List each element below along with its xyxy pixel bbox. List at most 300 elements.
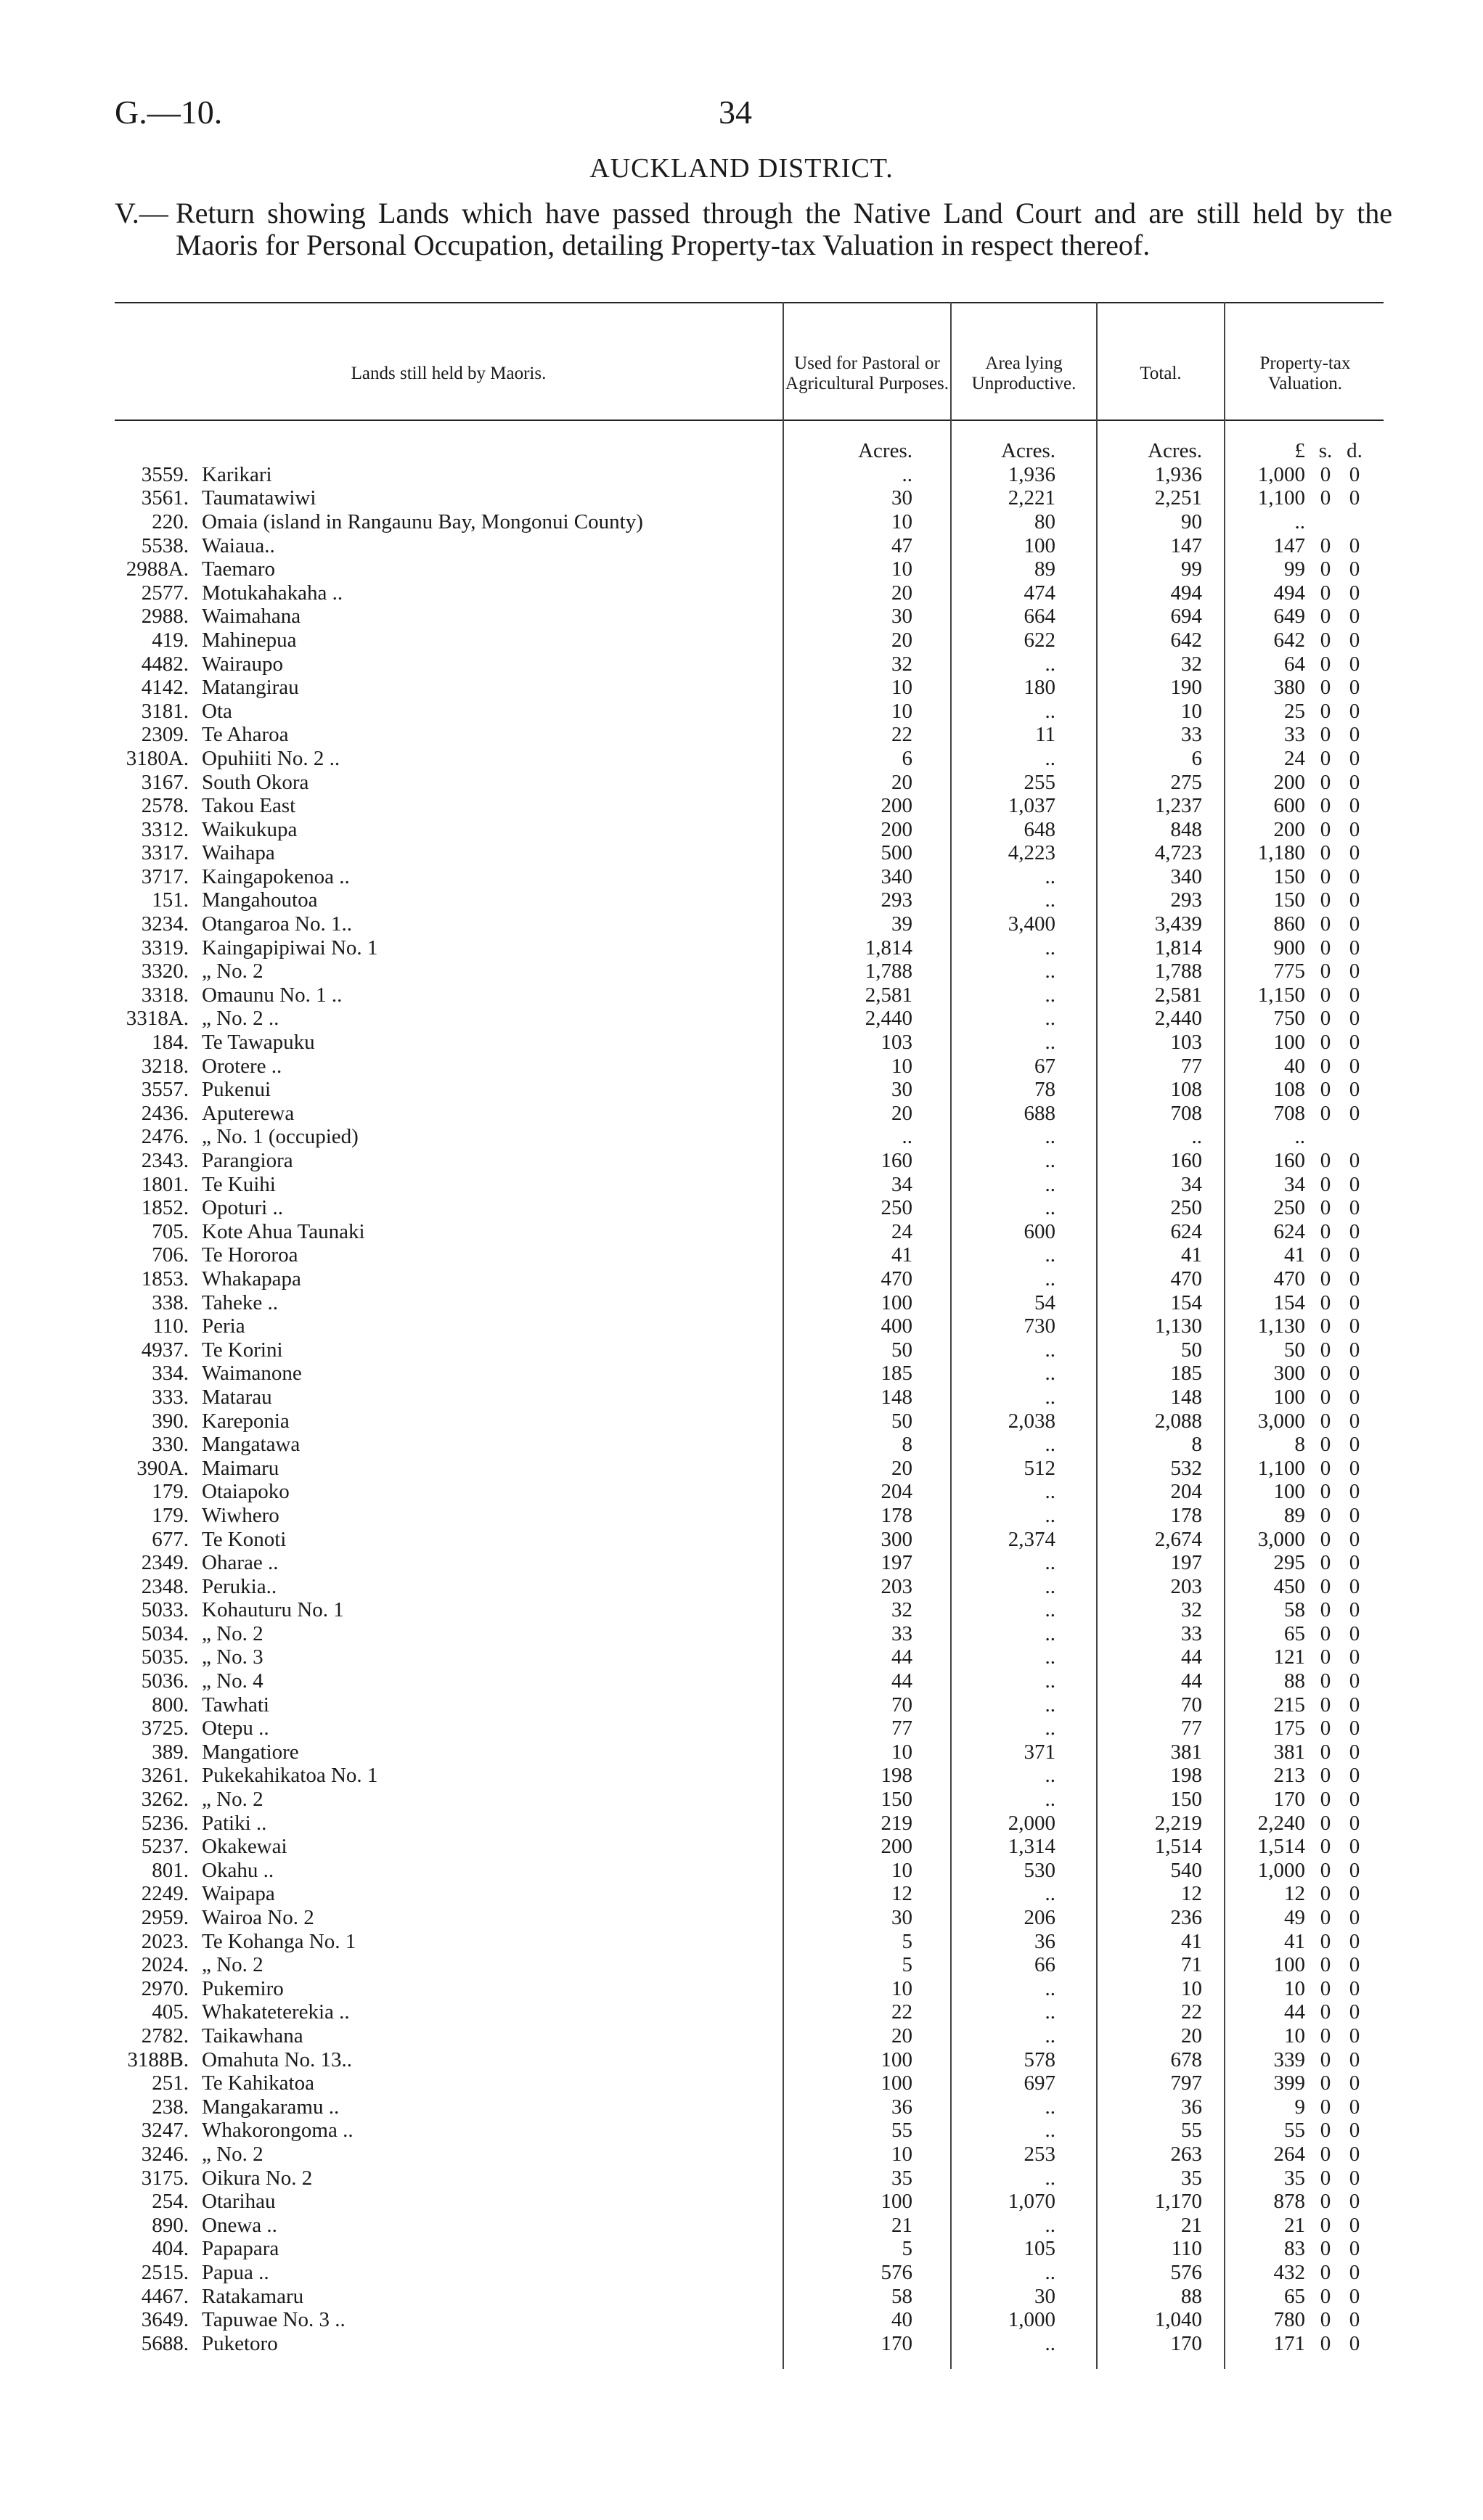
table-row: [115, 724, 1384, 748]
valuation-pounds: 154: [1273, 1290, 1305, 1314]
total-acres: 77: [1181, 1054, 1202, 1078]
valuation-pounds: 380: [1273, 676, 1305, 700]
valuation-shillings: 0: [1320, 1196, 1331, 1220]
used-acres: 170: [881, 2331, 912, 2355]
table-row: [115, 2214, 1384, 2238]
valuation-shillings: 0: [1320, 723, 1331, 747]
valuation-pounds: 250: [1273, 1196, 1305, 1220]
valuation-pence: 0: [1349, 676, 1360, 700]
block-number: 3167.: [141, 770, 189, 794]
valuation-pence: 0: [1349, 1219, 1360, 1243]
valuation-pounds: 100: [1273, 1953, 1305, 1977]
table-row: [115, 605, 1384, 629]
table-row: [115, 1764, 1384, 1788]
total-acres: 1,936: [1154, 462, 1202, 486]
unproductive-acres: 78: [1034, 1078, 1055, 1102]
total-acres: 236: [1170, 1906, 1202, 1930]
unit-pence: d.: [1347, 439, 1363, 462]
table-row: [115, 2119, 1384, 2143]
total-acres: 494: [1170, 581, 1202, 605]
valuation-pounds: ..: [1294, 510, 1305, 533]
table-row: [115, 2048, 1384, 2072]
valuation-pence: 0: [1349, 462, 1360, 486]
table-row: [115, 1504, 1384, 1528]
land-name: „ No. 2: [202, 1621, 263, 1645]
block-number: 705.: [152, 1219, 189, 1243]
valuation-pounds: 470: [1273, 1267, 1305, 1290]
used-acres: 30: [891, 486, 912, 510]
valuation-pence: 0: [1349, 1621, 1360, 1645]
used-acres: 200: [881, 817, 912, 841]
total-acres: 190: [1170, 676, 1202, 700]
table-row: [115, 1291, 1384, 1315]
valuation-pence: 0: [1349, 2284, 1360, 2308]
block-number: 5538.: [141, 533, 189, 557]
unproductive-acres: ..: [1045, 746, 1055, 770]
valuation-pence: 0: [1349, 581, 1360, 605]
land-name: Te Kuihi: [202, 1172, 276, 1196]
valuation-pence: 0: [1349, 770, 1360, 794]
used-acres: 55: [891, 2119, 912, 2143]
total-acres: 708: [1170, 1101, 1202, 1125]
land-name: Tawhati: [202, 1693, 269, 1717]
valuation-pounds: 399: [1273, 2071, 1305, 2095]
unproductive-acres: ..: [1045, 1788, 1055, 1812]
valuation-shillings: 0: [1320, 2166, 1331, 2190]
valuation-shillings: 0: [1320, 1811, 1331, 1835]
land-name: „ No. 2: [202, 1788, 263, 1812]
land-name: Omahuta No. 13..: [202, 2048, 352, 2071]
valuation-pounds: 780: [1273, 2308, 1305, 2332]
valuation-shillings: 0: [1320, 1007, 1331, 1031]
unproductive-acres: ..: [1045, 1598, 1055, 1622]
valuation-pounds: 432: [1273, 2260, 1305, 2284]
valuation-shillings: 0: [1320, 2331, 1331, 2355]
valuation-pence: 0: [1349, 605, 1360, 629]
valuation-pence: 0: [1349, 960, 1360, 983]
valuation-pounds: 108: [1273, 1078, 1305, 1102]
valuation-shillings: 0: [1320, 2048, 1331, 2071]
total-acres: 624: [1170, 1219, 1202, 1243]
land-name: Ota: [202, 699, 232, 723]
total-acres: 1,237: [1154, 794, 1202, 818]
unproductive-acres: ..: [1045, 1433, 1055, 1457]
unproductive-acres: 664: [1024, 605, 1055, 629]
used-acres: 50: [891, 1338, 912, 1362]
land-name: Opoturi ..: [202, 1196, 283, 1220]
table-row: [115, 1646, 1384, 1670]
block-number: 2782.: [141, 2024, 189, 2048]
land-name: „ No. 2 ..: [202, 1007, 279, 1031]
valuation-pounds: 649: [1273, 605, 1305, 629]
land-name: „ No. 2: [202, 960, 263, 983]
valuation-pence: 0: [1349, 817, 1360, 841]
unproductive-acres: ..: [1045, 2331, 1055, 2355]
land-name: Te Tawapuku: [202, 1031, 315, 1055]
valuation-pence: 0: [1349, 557, 1360, 581]
block-number: 390.: [152, 1409, 189, 1433]
valuation-pounds: 34: [1284, 1172, 1305, 1196]
valuation-pounds: 160: [1273, 1149, 1305, 1173]
unproductive-acres: ..: [1045, 1031, 1055, 1055]
used-acres: 200: [881, 794, 912, 818]
table-row: [115, 676, 1384, 700]
total-acres: 70: [1181, 1693, 1202, 1717]
valuation-pence: 0: [1349, 1740, 1360, 1764]
block-number: 3180A.: [126, 746, 189, 770]
valuation-shillings: 0: [1320, 1882, 1331, 1906]
table-row: [115, 1930, 1384, 1954]
block-number: 390A.: [136, 1456, 189, 1480]
unproductive-acres: 54: [1034, 1290, 1055, 1314]
land-name: Otangaroa No. 1..: [202, 912, 352, 936]
total-acres: 150: [1170, 1788, 1202, 1812]
table-row: [115, 1622, 1384, 1646]
table-row: [115, 936, 1384, 960]
valuation-pence: 0: [1349, 2000, 1360, 2024]
used-acres: 8: [902, 1433, 912, 1457]
valuation-pounds: 1,130: [1257, 1314, 1305, 1338]
valuation-shillings: 0: [1320, 2284, 1331, 2308]
block-number: 338.: [152, 1290, 189, 1314]
valuation-pence: 0: [1349, 1858, 1360, 1882]
land-name: Taikawhana: [202, 2024, 303, 2048]
valuation-pounds: 10: [1284, 2024, 1305, 2048]
valuation-pounds: 64: [1284, 652, 1305, 676]
valuation-pence: 0: [1349, 1172, 1360, 1196]
table-row: [115, 1551, 1384, 1575]
unproductive-acres: ..: [1045, 960, 1055, 983]
land-name: Matarau: [202, 1385, 272, 1409]
table-row: [115, 1599, 1384, 1623]
valuation-pounds: 65: [1284, 2284, 1305, 2308]
block-number: 2023.: [141, 1929, 189, 1953]
unproductive-acres: 1,936: [1008, 462, 1055, 486]
table-row: [115, 960, 1384, 983]
table-row: [115, 557, 1384, 581]
valuation-shillings: 0: [1320, 2000, 1331, 2024]
used-acres: 6: [902, 746, 912, 770]
used-acres: 204: [881, 1480, 912, 1504]
unproductive-acres: ..: [1045, 1882, 1055, 1906]
total-acres: 90: [1181, 510, 1202, 533]
valuation-pounds: 1,100: [1257, 1456, 1305, 1480]
total-acres: 198: [1170, 1764, 1202, 1788]
used-acres: 470: [881, 1267, 912, 1290]
total-acres: 44: [1181, 1669, 1202, 1693]
used-acres: 148: [881, 1385, 912, 1409]
used-acres: 20: [891, 1101, 912, 1125]
valuation-shillings: 0: [1320, 770, 1331, 794]
land-name: Taemaro: [202, 557, 276, 581]
valuation-pence: 0: [1349, 2142, 1360, 2166]
total-acres: 4,723: [1154, 841, 1202, 865]
block-number: 2436.: [141, 1101, 189, 1125]
land-name: Onewa ..: [202, 2213, 277, 2237]
table-row: [115, 1788, 1384, 1812]
valuation-pounds: 900: [1273, 936, 1305, 960]
valuation-pounds: 1,514: [1257, 1835, 1305, 1859]
total-acres: 1,514: [1154, 1835, 1202, 1859]
land-name: Ratakamaru: [202, 2284, 304, 2308]
document-code: G.—10.: [115, 94, 223, 131]
land-name: Te Konoti: [202, 1527, 287, 1551]
total-acres: 99: [1181, 557, 1202, 581]
used-acres: 100: [881, 2048, 912, 2071]
table-row: [115, 1338, 1384, 1362]
block-number: 254.: [152, 2190, 189, 2214]
total-acres: 55: [1181, 2119, 1202, 2143]
block-number: 2959.: [141, 1906, 189, 1930]
valuation-shillings: 0: [1320, 533, 1331, 557]
table-row: [115, 1717, 1384, 1740]
land-name: Waipapa: [202, 1882, 275, 1906]
land-name: Wairaupo: [202, 652, 284, 676]
block-number: 5034.: [141, 1621, 189, 1645]
block-number: 2970.: [141, 1976, 189, 2000]
total-acres: 170: [1170, 2331, 1202, 2355]
total-acres: 576: [1170, 2260, 1202, 2284]
valuation-shillings: 0: [1320, 1929, 1331, 1953]
used-acres: 100: [881, 2071, 912, 2095]
total-acres: 642: [1170, 628, 1202, 652]
valuation-shillings: 0: [1320, 1172, 1331, 1196]
block-number: 151.: [152, 888, 189, 912]
table-row: [115, 1835, 1384, 1859]
land-name: Whakorongoma ..: [202, 2119, 354, 2143]
used-acres: 5: [902, 2237, 912, 2261]
unproductive-acres: ..: [1045, 2000, 1055, 2024]
valuation-pence: 0: [1349, 533, 1360, 557]
valuation-pounds: 878: [1273, 2190, 1305, 2214]
unproductive-acres: ..: [1045, 1007, 1055, 1031]
valuation-pence: 0: [1349, 864, 1360, 888]
land-name: Waiaua..: [202, 533, 275, 557]
used-acres: 198: [881, 1764, 912, 1788]
block-number: 2988.: [141, 605, 189, 629]
table-row: [115, 1575, 1384, 1599]
block-number: 334.: [152, 1362, 189, 1386]
valuation-pence: 0: [1349, 2071, 1360, 2095]
used-acres: 197: [881, 1551, 912, 1575]
valuation-pence: 0: [1349, 1503, 1360, 1527]
valuation-shillings: 0: [1320, 2213, 1331, 2237]
total-acres: 12: [1181, 1882, 1202, 1906]
total-acres: 204: [1170, 1480, 1202, 1504]
valuation-shillings: 0: [1320, 1433, 1331, 1457]
unproductive-acres: 4,223: [1008, 841, 1055, 865]
block-number: 3319.: [141, 936, 189, 960]
block-number: 706.: [152, 1243, 189, 1267]
valuation-shillings: 0: [1320, 2071, 1331, 2095]
valuation-pounds: 750: [1273, 1007, 1305, 1031]
valuation-pounds: 147: [1273, 533, 1305, 557]
valuation-shillings: 0: [1320, 983, 1331, 1007]
valuation-shillings: 0: [1320, 1717, 1331, 1740]
valuation-shillings: 0: [1320, 2119, 1331, 2143]
table-row: [115, 1740, 1384, 1764]
land-name: Wairoa No. 2: [202, 1906, 314, 1930]
total-acres: 275: [1170, 770, 1202, 794]
used-acres: 20: [891, 2024, 912, 2048]
valuation-shillings: 0: [1320, 1645, 1331, 1669]
land-name: Pukemiro: [202, 1976, 284, 2000]
valuation-shillings: 0: [1320, 794, 1331, 818]
used-acres: 10: [891, 676, 912, 700]
total-acres: 2,581: [1154, 983, 1202, 1007]
valuation-shillings: 0: [1320, 1338, 1331, 1362]
total-acres: 10: [1181, 699, 1202, 723]
valuation-pence: 0: [1349, 1929, 1360, 1953]
land-name: „ No. 1 (occupied): [202, 1125, 359, 1149]
unproductive-acres: ..: [1045, 1669, 1055, 1693]
table-row: [115, 1433, 1384, 1457]
table-row: [115, 1977, 1384, 2001]
used-acres: 5: [902, 1929, 912, 1953]
unproductive-acres: 688: [1024, 1101, 1055, 1125]
table-row: [115, 1669, 1384, 1693]
valuation-shillings: 0: [1320, 2260, 1331, 2284]
valuation-pounds: 55: [1284, 2119, 1305, 2143]
valuation-pence: 0: [1349, 746, 1360, 770]
table-row: [115, 2261, 1384, 2285]
valuation-shillings: 0: [1320, 1314, 1331, 1338]
land-name: Otaiapoko: [202, 1480, 290, 1504]
valuation-pounds: 65: [1284, 1621, 1305, 1645]
valuation-pounds: 3,000: [1257, 1409, 1305, 1433]
valuation-pounds: 25: [1284, 699, 1305, 723]
table-row: [115, 1906, 1384, 1930]
block-number: 890.: [152, 2213, 189, 2237]
block-number: 238.: [152, 2095, 189, 2119]
land-name: Mangatawa: [202, 1433, 301, 1457]
used-acres: 20: [891, 770, 912, 794]
valuation-pence: 0: [1349, 2095, 1360, 2119]
valuation-pence: 0: [1349, 1693, 1360, 1717]
unproductive-acres: 206: [1024, 1906, 1055, 1930]
unproductive-acres: ..: [1045, 2095, 1055, 2119]
valuation-pounds: 600: [1273, 794, 1305, 818]
used-acres: 32: [891, 1598, 912, 1622]
land-name: Maimaru: [202, 1456, 279, 1480]
unproductive-acres: 530: [1024, 1858, 1055, 1882]
valuation-pounds: 624: [1273, 1219, 1305, 1243]
unproductive-acres: 11: [1035, 723, 1055, 747]
valuation-pence: 0: [1349, 2119, 1360, 2143]
block-number: 4937.: [141, 1338, 189, 1362]
valuation-pence: 0: [1349, 1835, 1360, 1859]
valuation-pounds: 33: [1284, 723, 1305, 747]
total-acres: 88: [1181, 2284, 1202, 2308]
valuation-shillings: 0: [1320, 1385, 1331, 1409]
land-name: Patiki ..: [202, 1811, 267, 1835]
unproductive-acres: ..: [1045, 2119, 1055, 2143]
valuation-shillings: 0: [1320, 1149, 1331, 1173]
unproductive-acres: 105: [1024, 2237, 1055, 2261]
valuation-pence: 0: [1349, 1527, 1360, 1551]
valuation-pounds: 708: [1273, 1101, 1305, 1125]
block-number: 2515.: [141, 2260, 189, 2284]
total-acres: 250: [1170, 1196, 1202, 1220]
valuation-shillings: 0: [1320, 1740, 1331, 1764]
block-number: 179.: [152, 1480, 189, 1504]
valuation-pence: 0: [1349, 1574, 1360, 1598]
used-acres: 35: [891, 2166, 912, 2190]
valuation-pence: 0: [1349, 1764, 1360, 1788]
block-number: 1853.: [141, 1267, 189, 1290]
used-acres: 250: [881, 1196, 912, 1220]
table-row: [115, 534, 1384, 558]
unproductive-acres: 255: [1024, 770, 1055, 794]
table-row: [115, 487, 1384, 511]
land-name: Waimahana: [202, 605, 301, 629]
total-acres: 77: [1181, 1717, 1202, 1740]
valuation-pounds: 215: [1273, 1693, 1305, 1717]
unproductive-acres: ..: [1045, 699, 1055, 723]
land-name: Papapara: [202, 2237, 279, 2261]
table-row: [115, 629, 1384, 652]
unit-total: Acres.: [1148, 439, 1202, 462]
block-number: 4482.: [141, 652, 189, 676]
unproductive-acres: ..: [1045, 1385, 1055, 1409]
unit-area: Acres.: [1001, 439, 1055, 462]
valuation-pence: 0: [1349, 983, 1360, 1007]
valuation-shillings: 0: [1320, 1031, 1331, 1055]
block-number: 5036.: [141, 1669, 189, 1693]
unproductive-acres: 622: [1024, 628, 1055, 652]
used-acres: 150: [881, 1788, 912, 1812]
total-acres: 185: [1170, 1362, 1202, 1386]
unproductive-acres: ..: [1045, 2213, 1055, 2237]
used-acres: 100: [881, 2190, 912, 2214]
total-acres: 203: [1170, 1574, 1202, 1598]
unit-used: Acres.: [858, 439, 912, 462]
used-acres: 33: [891, 1621, 912, 1645]
used-acres: 30: [891, 605, 912, 629]
valuation-pence: 0: [1349, 2308, 1360, 2332]
valuation-shillings: 0: [1320, 1976, 1331, 2000]
table-row: [115, 1220, 1384, 1244]
unproductive-acres: 100: [1024, 533, 1055, 557]
unproductive-acres: 1,037: [1008, 794, 1055, 818]
land-name: Otepu ..: [202, 1717, 269, 1740]
valuation-shillings: 0: [1320, 936, 1331, 960]
valuation-pence: 0: [1349, 1645, 1360, 1669]
unproductive-acres: ..: [1045, 1125, 1055, 1149]
valuation-shillings: 0: [1320, 960, 1331, 983]
table-row: [115, 2001, 1384, 2025]
land-name: Omaia (island in Rangaunu Bay, Mongonui County): [202, 510, 643, 533]
valuation-pounds: 171: [1273, 2331, 1305, 2355]
block-number: 251.: [152, 2071, 189, 2095]
table-row: [115, 652, 1384, 676]
land-name: Parangiora: [202, 1149, 293, 1173]
used-acres: 203: [881, 1574, 912, 1598]
valuation-pence: 0: [1349, 1101, 1360, 1125]
total-acres: 848: [1170, 817, 1202, 841]
block-number: 800.: [152, 1693, 189, 1717]
land-name: „ No. 2: [202, 2142, 263, 2166]
block-number: 3320.: [141, 960, 189, 983]
valuation-shillings: 0: [1320, 1456, 1331, 1480]
unproductive-acres: ..: [1045, 1645, 1055, 1669]
valuation-shillings: 0: [1320, 1101, 1331, 1125]
total-acres: 178: [1170, 1503, 1202, 1527]
unit-pounds: £: [1294, 439, 1305, 462]
table-row: [115, 2332, 1384, 2356]
column-header-lands: Lands still held by Maoris.: [351, 364, 547, 383]
valuation-pounds: 295: [1273, 1551, 1305, 1575]
